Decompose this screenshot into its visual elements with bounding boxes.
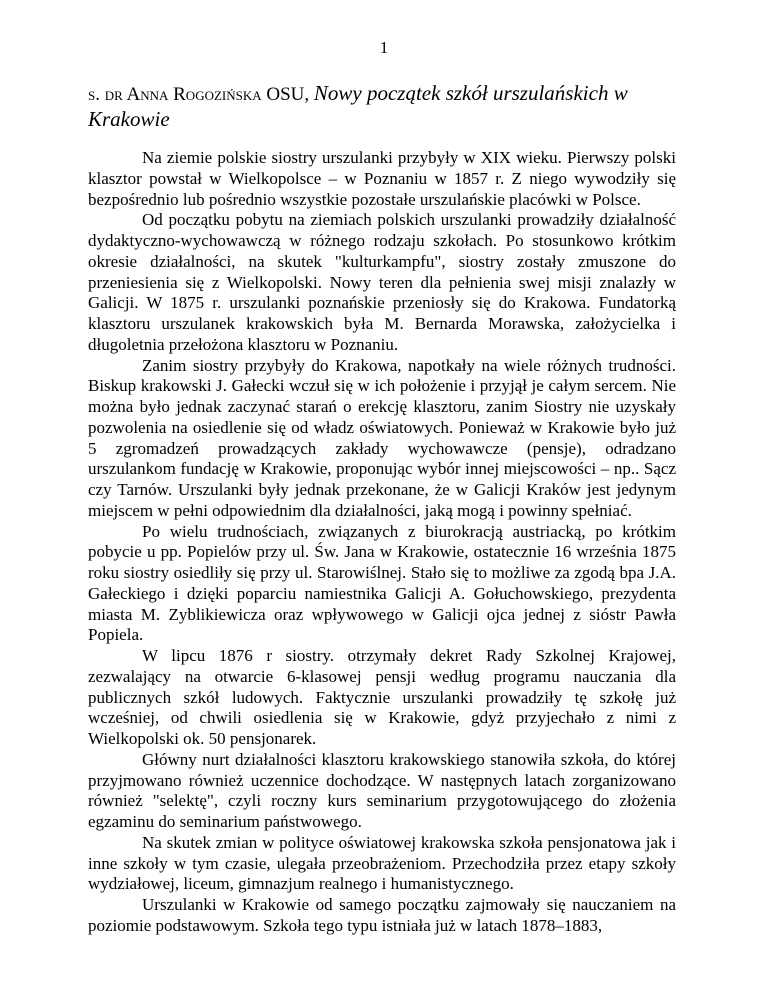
- paragraph: W lipcu 1876 r siostry. otrzymały dekret Rady Szkolnej Krajowej, zezwalający na otwarcie 6-klasowej pensji według programu nauczania dla publicznych szkół ludowych. Faktycznie urszulanki prowadziły tę szkołę już wcześniej, od chwili osiedlenia się w Krakowie, gdyż przyjechało z nimi z Wielkopolski ok. 50 pensjonarek.: [88, 646, 676, 748]
- paragraph: Na skutek zmian w polityce oświatowej krakowska szkoła pensjonatowa jak i inne szkoły w tym czasie, ulegała przeobrażeniom. Przechodziła przez etapy szkoły wydziałowej, liceum, gimnazjum realnego i humanistycznego.: [88, 832, 676, 894]
- article-body: [88, 148, 676, 937]
- paragraph: Główny nurt działalności klasztoru krakowskiego stanowiła szkoła, do której przyjmowano również uczennice dochodzące. W następnych latach zorganizowano również "selektę", czyli roczny kurs seminarium przygotowującego do złożenia egzaminu do seminarium państwowego.: [88, 749, 676, 831]
- page-number: 1: [379, 38, 389, 57]
- paragraph: Na ziemie polskie siostry urszulanki przybyły w XIX wieku. Pierwszy polski klasztor powstał w Wielkopolsce – w Poznaniu w 1857 r. Z niego wywodziły się bezpośrednio lub pośrednio wszystkie pozostałe urszulańskie placówki w Polsce.: [88, 148, 676, 209]
- header-separator: ,: [304, 84, 310, 105]
- paragraph: Po wielu trudnościach, związanych z biurokracją austriacką, po krótkim pobycie u pp. Popielów przy ul. Św. Jana w Krakowie, ostatecznie 16 września 1875 roku siostry osiedliły się przy ul. Starowiślnej. Stało się to możliwe za zgodą bpa J.A. Gałeckiego i dzięki poparciu namiestnika Galicji A. Gołuchowskiego, prezydenta miasta M. Zyblikiewicza oraz wpływowego w Galicji ojca jednej z sióstr Pawła Popiela.: [88, 521, 676, 645]
- article-header: [88, 81, 678, 133]
- paragraph: Urszulanki w Krakowie od samego początku zajmowały się nauczaniem na poziomie podstawowym. Szkoła tego typu istniała już w latach 1878–1883,: [88, 895, 676, 935]
- author-name: s. dr Anna Rogozińska OSU: [88, 84, 305, 105]
- paragraph: Zanim siostry przybyły do Krakowa, napotkały na wiele różnych trudności. Biskup krakowski J. Gałecki wczuł się w ich położenie i przyjął je całym sercem. Nie można było jednak zaczynać starań o erekcję klasztoru, zanim Siostry nie uzyskały pozwolenia na osiedlenie się od władz oświatowych. Ponieważ w Krakowie było już 5 zgromadzeń prowadzących zakłady wychowawcze (pensje), odradzano urszulankom fundację w Krakowie, proponując wybór innej miejscowości – np.. Sącz czy Tarnów. Urszulanki były jednak przekonane, że w Galicji Kraków jest jedynym miejscem w pełni odpowiednim dla działalności, jaką mogą i powinny spełniać.: [88, 355, 676, 520]
- article-title: Nowy początek szkół urszulańskich w Krakowie: [88, 81, 628, 131]
- paragraph: Od początku pobytu na ziemiach polskich urszulanki prowadziły działalność dydaktyczno-wychowawczą w różnego rodzaju szkołach. Po stosunkowo krótkim okresie działalności, na skutek "kulturkampfu", siostry zostały zmuszone do przeniesienia się z Wielkopolski. Nowy teren dla pełnienia swej misji znalazły w Galicji. W 1875 r. urszulanki poznańskie przeniosły się do Krakowa. Fundatorką klasztoru urszulanek krakowskich była M. Bernarda Morawska, założycielka i długoletnia przełożona klasztoru w Poznaniu.: [88, 210, 676, 354]
